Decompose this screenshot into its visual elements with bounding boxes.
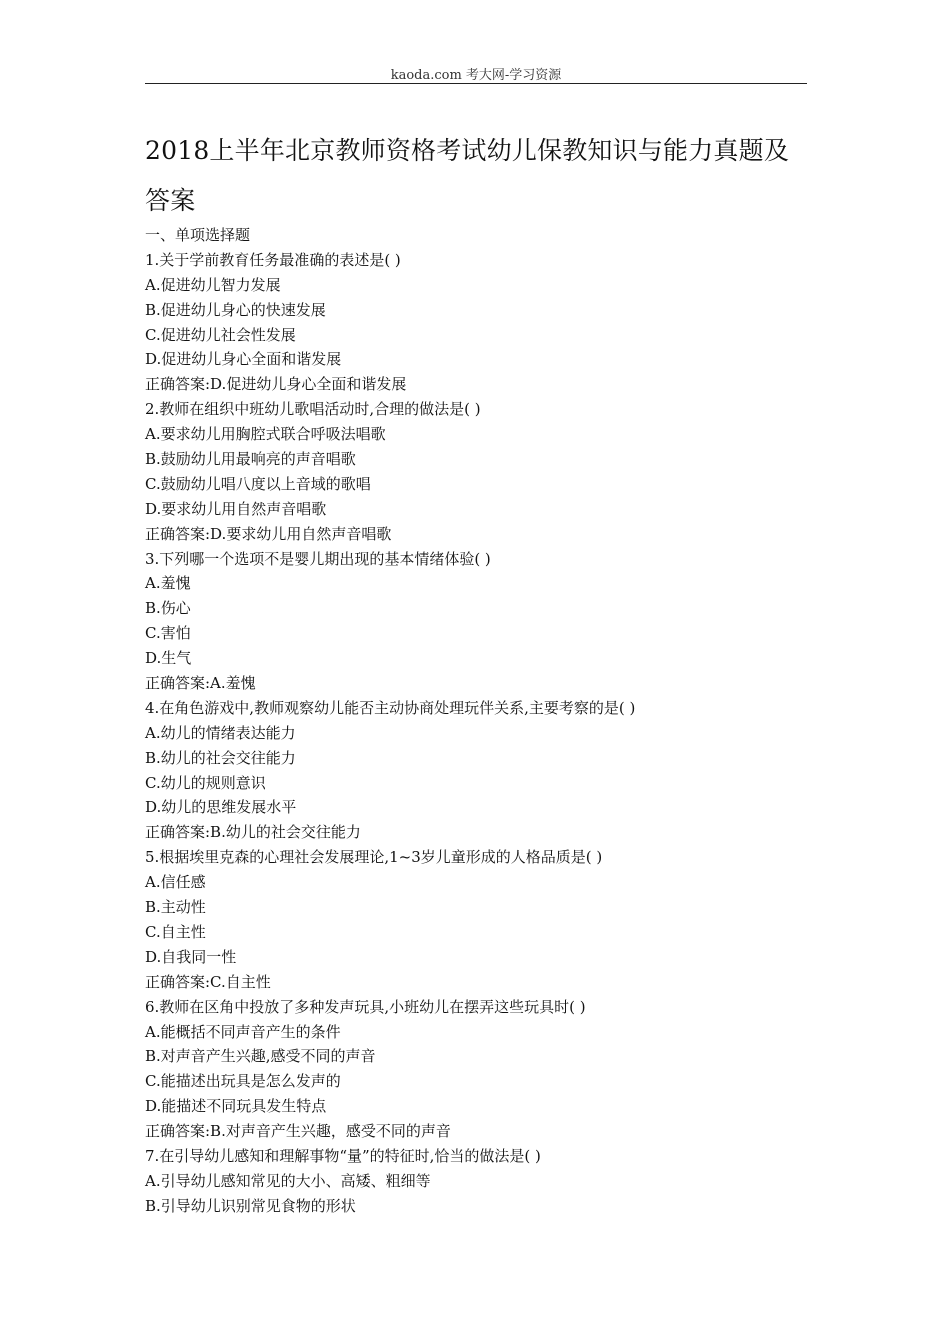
question-block [145, 248, 825, 397]
document-body [145, 223, 825, 1219]
answer-line: 正确答案:B.对声音产生兴趣，感受不同的声音 [145, 1122, 451, 1141]
title-line-2: 答案 [145, 186, 196, 215]
page-header: kaoda.com 考大网-学习资源 [390, 68, 562, 83]
question-stem: 5.根据埃里克森的心理社会发展理论,1~3岁儿童形成的人格品质是( ) [145, 848, 603, 867]
option-c: C.能描述出玩具是怎么发声的 [145, 1072, 341, 1091]
question-block [145, 547, 825, 696]
option-c: C.自主性 [145, 922, 206, 941]
question-block [145, 397, 825, 546]
question-stem: 4.在角色游戏中,教师观察幼儿能否主动协商处理玩伴关系,主要考察的是( ) [145, 698, 636, 717]
option-c: C.促进幼儿社会性发展 [145, 325, 296, 344]
question-stem: 6.教师在区角中投放了多种发声玩具,小班幼儿在摆弄这些玩具时( ) [145, 997, 586, 1016]
option-d: D.能描述不同玩具发生特点 [145, 1097, 327, 1116]
answer-line: 正确答案:B.幼儿的社会交往能力 [145, 823, 361, 842]
question-stem: 1.关于学前教育任务最准确的表述是( ) [145, 250, 401, 269]
question-block [145, 845, 825, 994]
option-d: D.生气 [145, 649, 192, 668]
option-d: D.促进幼儿身心全面和谐发展 [145, 350, 342, 369]
option-b: B.伤心 [145, 599, 191, 618]
answer-line: 正确答案:A.羞愧 [145, 674, 256, 693]
option-b: B.引导幼儿识别常见食物的形状 [145, 1196, 356, 1215]
option-a: A.促进幼儿智力发展 [145, 275, 281, 294]
option-d: D.要求幼儿用自然声音唱歌 [145, 499, 327, 518]
option-d: D.自我同一性 [145, 947, 237, 966]
option-a: A.羞愧 [145, 574, 191, 593]
option-b: B.促进幼儿身心的快速发展 [145, 300, 326, 319]
option-a: A.引导幼儿感知常见的大小、高矮、粗细等 [145, 1171, 431, 1190]
option-c: C.害怕 [145, 624, 191, 643]
question-stem: 7.在引导幼儿感知和理解事物“量”的特征时,恰当的做法是( ) [145, 1146, 541, 1165]
question-stem: 3.下列哪一个选项不是婴儿期出现的基本情绪体验( ) [145, 549, 491, 568]
title-line-1: 2018上半年北京教师资格考试幼儿保教知识与能力真题及 [145, 136, 790, 165]
option-b: B.幼儿的社会交往能力 [145, 748, 296, 767]
answer-line: 正确答案:D.促进幼儿身心全面和谐发展 [145, 375, 407, 394]
question-block [145, 995, 825, 1144]
question-block [145, 696, 825, 845]
answer-line: 正确答案:D.要求幼儿用自然声音唱歌 [145, 524, 392, 543]
option-d: D.幼儿的思维发展水平 [145, 798, 297, 817]
section-heading: 一、单项选择题 [145, 226, 251, 244]
option-a: A.幼儿的情绪表达能力 [145, 723, 296, 742]
question-block [145, 1144, 825, 1219]
option-b: B.对声音产生兴趣,感受不同的声音 [145, 1047, 376, 1066]
option-a: A.信任感 [145, 873, 206, 892]
option-b: B.鼓励幼儿用最响亮的声音唱歌 [145, 450, 356, 469]
document-title [145, 126, 825, 226]
header-divider [145, 83, 807, 84]
question-stem: 2.教师在组织中班幼儿歌唱活动时,合理的做法是( ) [145, 400, 481, 419]
option-b: B.主动性 [145, 898, 206, 917]
option-a: A.能概括不同声音产生的条件 [145, 1022, 341, 1041]
option-a: A.要求幼儿用胸腔式联合呼吸法唱歌 [145, 425, 386, 444]
option-c: C.鼓励幼儿唱八度以上音域的歌唱 [145, 474, 371, 493]
answer-line: 正确答案:C.自主性 [145, 972, 271, 991]
option-c: C.幼儿的规则意识 [145, 773, 266, 792]
